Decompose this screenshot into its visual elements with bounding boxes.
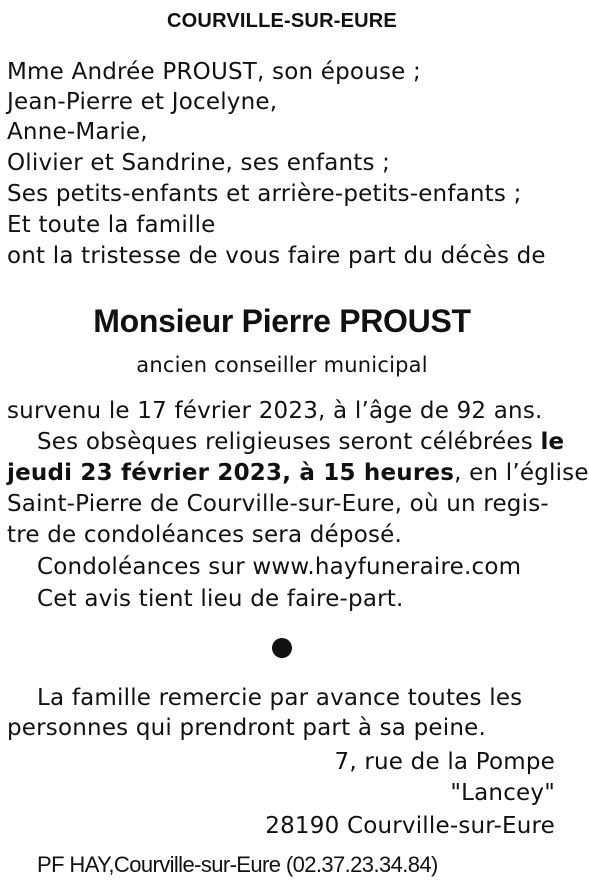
deceased-title: ancien conseiller municipal [136, 353, 428, 377]
funeral-text-a-bold: le [540, 429, 565, 455]
family-line-grandchildren: Ses petits-enfants et arrière-petits-enfants ; [7, 181, 522, 207]
family-line-children-3: Olivier et Sandrine, ses enfants ; [7, 150, 391, 176]
funeral-home-footer: PF HAY,Courville-sur-Eure (02.37.23.34.84) [37, 852, 438, 877]
condolences-line: Condoléances sur www.hayfuneraire.com [37, 554, 522, 580]
address-city: 28190 Courville-sur-Eure [265, 813, 555, 839]
funeral-text-b: , en l’église [454, 460, 589, 486]
family-line-children-1: Jean-Pierre et Jocelyne, [7, 89, 278, 115]
deceased-name: Monsieur Pierre PROUST [93, 303, 471, 339]
town-heading: COURVILLE-SUR-EURE [167, 10, 397, 32]
family-line-whole-family: Et toute la famille [7, 212, 216, 238]
address-place: "Lancey" [450, 780, 555, 806]
funeral-line-2 [7, 459, 589, 487]
family-line-spouse: Mme Andrée PROUST, son épouse ; [7, 59, 421, 85]
notice-line: Cet avis tient lieu de faire-part. [37, 586, 404, 612]
funeral-line-3: Saint-Pierre de Courville-sur-Eure, où un regis- [7, 491, 549, 517]
funeral-line-1 [37, 428, 564, 456]
address-street: 7, rue de la Pompe [334, 749, 555, 775]
thanks-line-2: personnes qui prendront part à sa peine. [7, 715, 486, 741]
funeral-text-a: Ses obsèques religieuses seront célébrées [37, 429, 541, 455]
separator-bullet [272, 638, 292, 658]
funeral-line-4: tre de condoléances sera déposé. [7, 522, 403, 548]
announcement-line: ont la tristesse de vous faire part du décès de [7, 243, 546, 269]
funeral-date-time: jeudi 23 février 2023, à 15 heures [7, 460, 455, 486]
family-line-children-2: Anne-Marie, [7, 119, 148, 145]
death-date-line: survenu le 17 février 2023, à l’âge de 92 ans. [7, 398, 543, 424]
thanks-line-1: La famille remercie par avance toutes les [37, 685, 523, 711]
